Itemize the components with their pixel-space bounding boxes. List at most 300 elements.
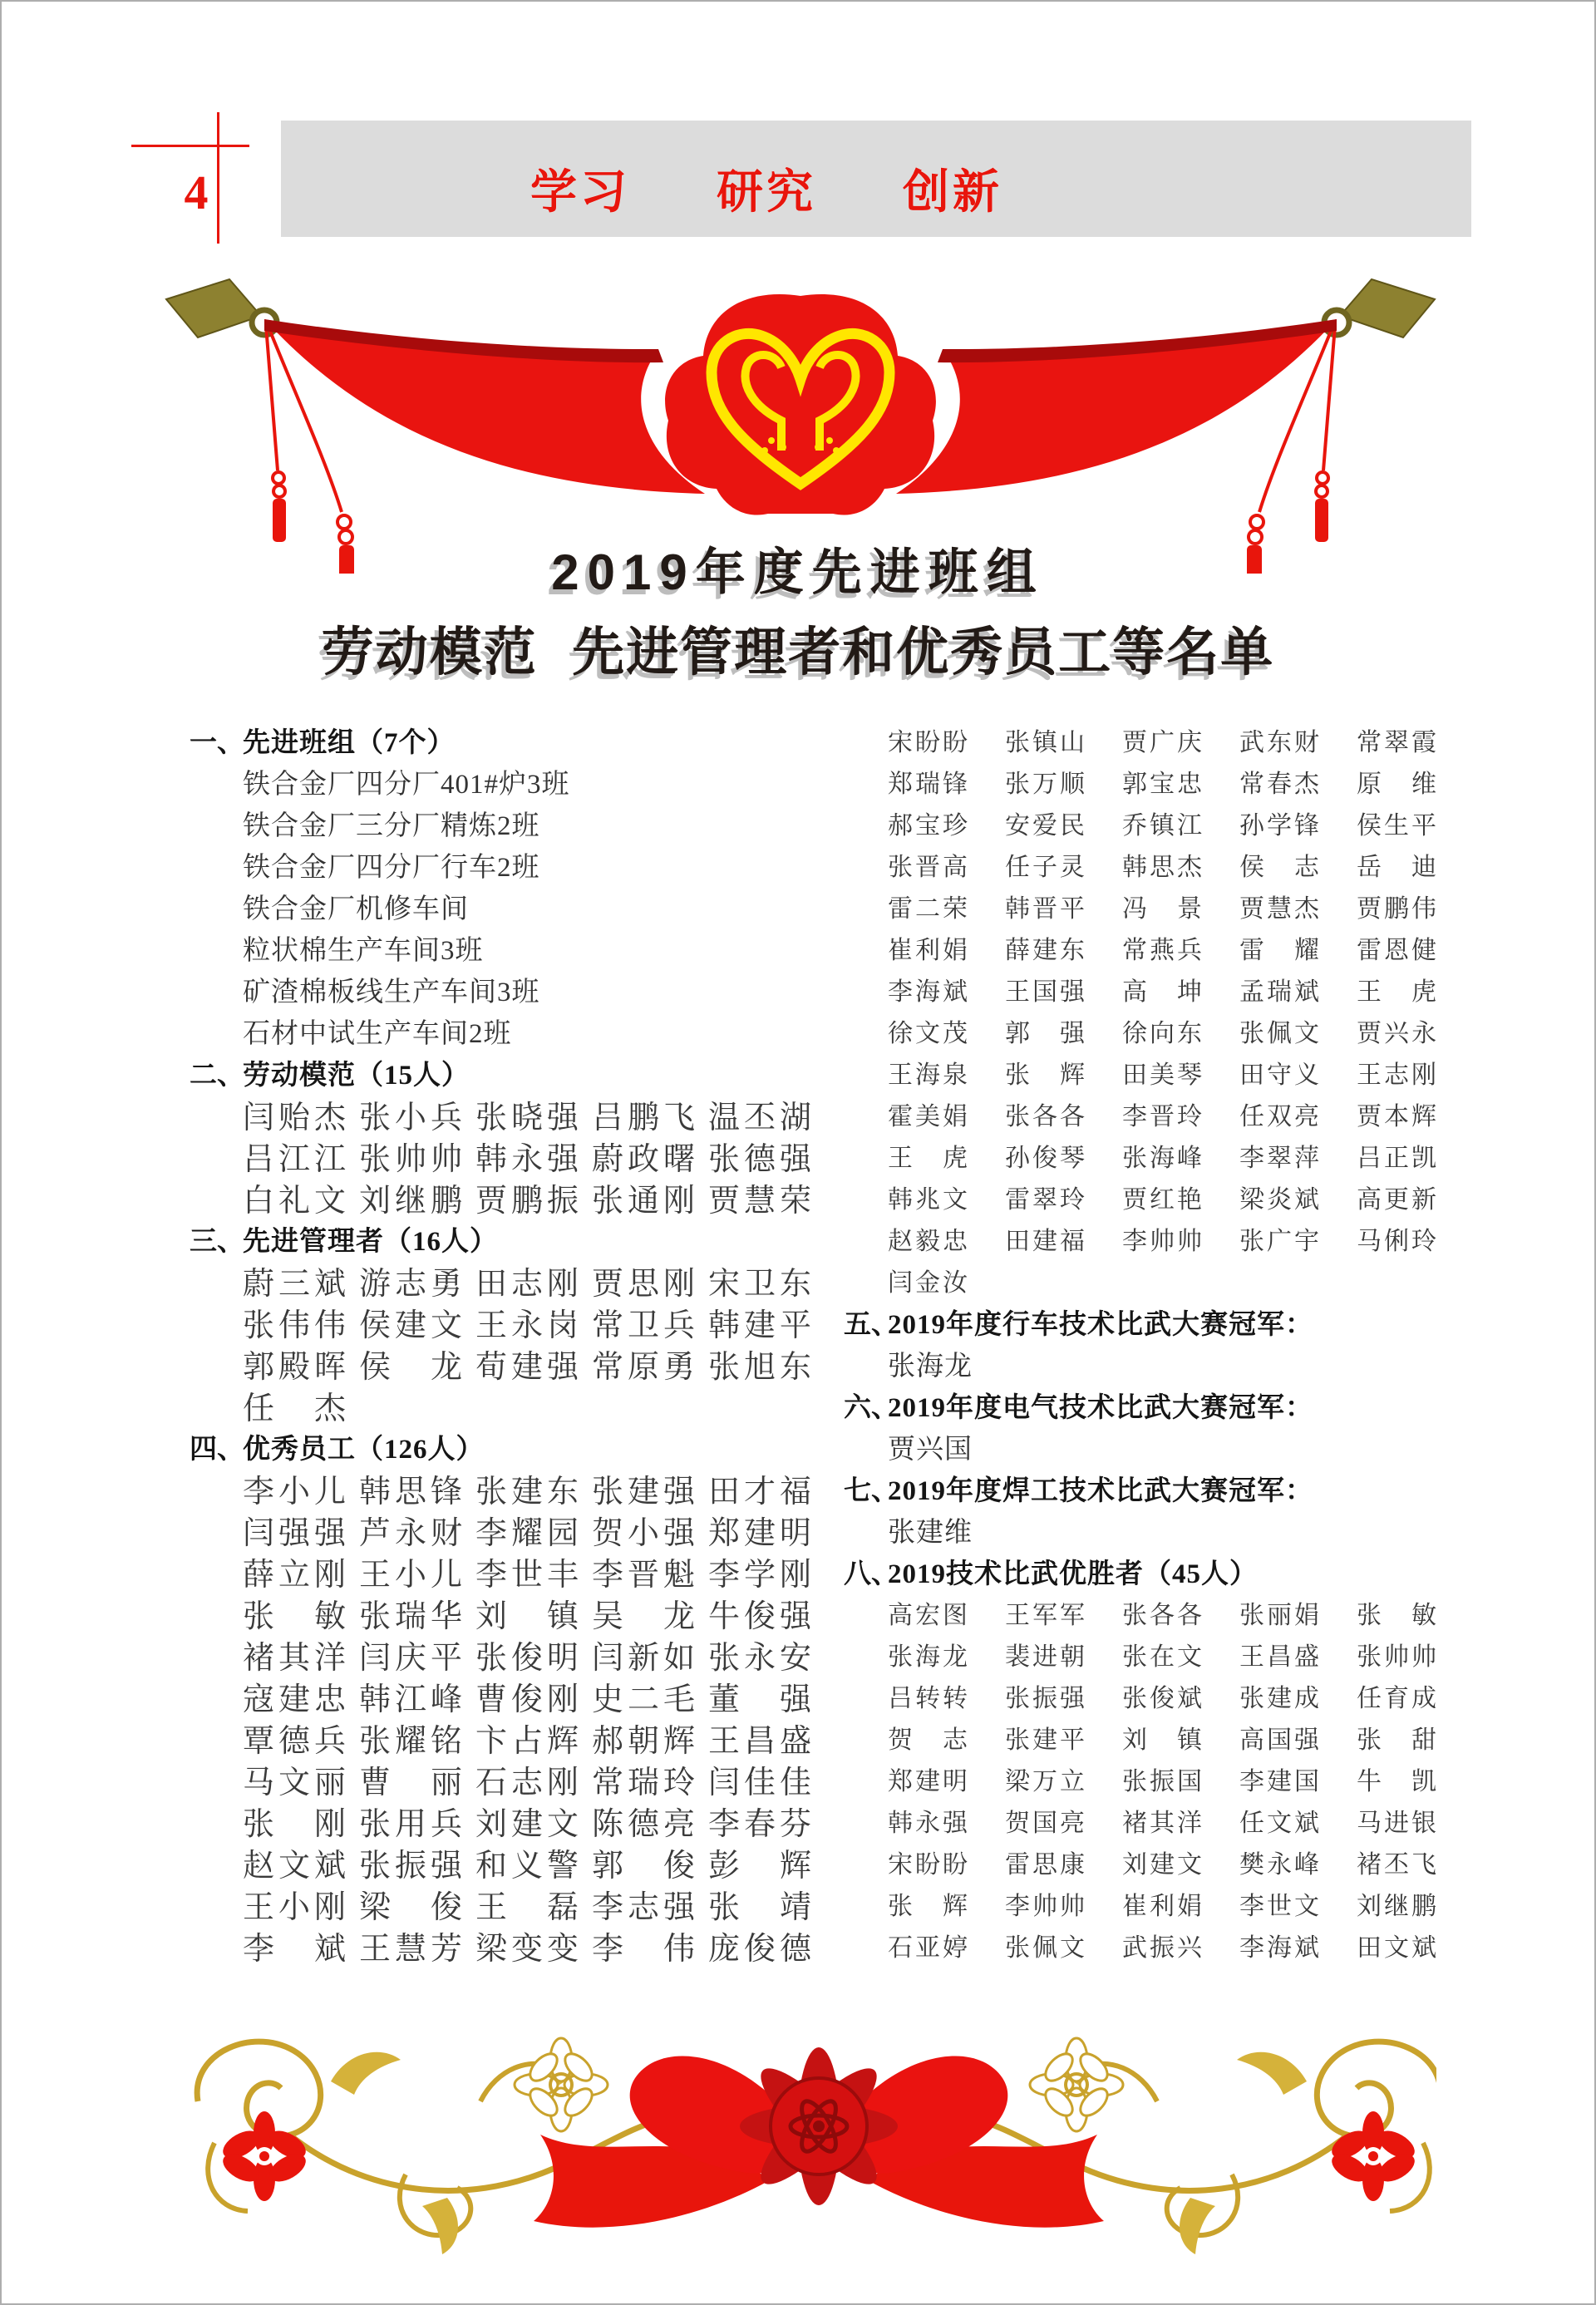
- employee-name: 李耀园: [475, 1515, 579, 1551]
- slogan-bar: [281, 121, 1471, 237]
- employee-name: 常春杰: [1239, 771, 1319, 798]
- name-row: [844, 1800, 1475, 1841]
- employee-name: 田志刚: [475, 1266, 579, 1302]
- employee-name: 贾鹏振: [475, 1183, 579, 1219]
- list-item: [190, 761, 846, 802]
- section-number: 七、: [844, 1475, 899, 1506]
- employee-name: 刘镇: [475, 1598, 579, 1634]
- employee-name: 贺小强: [592, 1515, 695, 1551]
- employee-name: 梁变变: [475, 1931, 579, 1967]
- section-header: [190, 1218, 846, 1259]
- employee-name: 刘继鹏: [1357, 1893, 1436, 1920]
- name-row: [190, 1467, 846, 1509]
- employee-name: 贾思刚: [592, 1266, 695, 1302]
- name-row: [190, 1675, 846, 1716]
- section-header: [190, 719, 846, 761]
- employee-name: 常翠霞: [1357, 729, 1436, 756]
- employee-name: 李世文: [1239, 1893, 1319, 1920]
- name-row: [190, 1301, 846, 1342]
- employee-name: 徐文茂: [888, 1020, 968, 1047]
- employee-name: 张佩文: [1005, 1934, 1085, 1962]
- employee-name: 任双亮: [1239, 1103, 1319, 1130]
- employee-name: 吴龙: [592, 1598, 695, 1634]
- employee-name: 王磊: [475, 1889, 579, 1925]
- employee-name: 张建成: [1239, 1685, 1319, 1712]
- employee-name: 张帅帅: [359, 1141, 462, 1177]
- employee-name: 张振强: [359, 1848, 462, 1884]
- name-row: [190, 1093, 846, 1135]
- list-item-text: 铁合金厂三分厂精炼2班: [243, 810, 540, 841]
- name-row: [190, 1592, 846, 1633]
- name-row: [844, 1135, 1475, 1176]
- employee-name: 吕正凯: [1357, 1145, 1436, 1172]
- employee-name: 刘继鹏: [359, 1183, 462, 1219]
- employee-name: 张帅帅: [1357, 1643, 1436, 1671]
- list-item-text: 贾兴国: [888, 1434, 973, 1465]
- white-flower-icon: [515, 2038, 608, 2131]
- name-row: [844, 761, 1475, 802]
- name-row: [190, 1883, 846, 1924]
- crop-mark-horizontal: [131, 145, 249, 147]
- employee-name: 薛立刚: [243, 1557, 346, 1593]
- employee-name: 梁俊: [359, 1889, 462, 1925]
- employee-name: 张海峰: [1122, 1145, 1202, 1172]
- section-title: 先进管理者（16人）: [243, 1226, 498, 1257]
- name-row: [844, 1218, 1475, 1259]
- employee-name: 寇建忠: [243, 1682, 346, 1717]
- employee-name: 王国强: [1005, 978, 1085, 1006]
- employee-name: 吕鹏飞: [592, 1100, 695, 1135]
- employee-name: 闫强强: [243, 1515, 346, 1551]
- employee-name: 冯景: [1122, 895, 1202, 923]
- employee-name: 王小儿: [359, 1557, 462, 1593]
- employee-name: 刘建文: [1122, 1851, 1202, 1879]
- employee-name: 张各各: [1122, 1602, 1202, 1629]
- list-item: [844, 1342, 1475, 1384]
- employee-name: 韩江峰: [359, 1682, 462, 1717]
- section-title: 2019年度电气技术比武大赛冠军：: [888, 1392, 1313, 1423]
- employee-name: 贾广庆: [1122, 729, 1202, 756]
- red-flower-icon: [219, 2111, 311, 2201]
- employee-name: 蔚三斌: [243, 1266, 346, 1302]
- page-subtitle: 劳动模范 先进管理者和优秀员工等名单: [321, 623, 1275, 682]
- employee-name: 宋卫东: [708, 1266, 811, 1302]
- employee-name: 王昌盛: [1239, 1643, 1319, 1671]
- name-row: [190, 1135, 846, 1176]
- employee-name: 张镇山: [1005, 729, 1085, 756]
- employee-name: 张耀铭: [359, 1723, 462, 1759]
- employee-name: 张永安: [708, 1640, 811, 1676]
- employee-name: 高宏图: [888, 1602, 968, 1629]
- employee-name: 宋盼盼: [888, 729, 968, 756]
- employee-name: 张德强: [708, 1141, 811, 1177]
- list-item-text: 张海龙: [888, 1351, 973, 1382]
- employee-name: 游志勇: [359, 1266, 462, 1302]
- section-header: [844, 1384, 1475, 1426]
- employee-name: 田建福: [1005, 1228, 1085, 1255]
- list-item-text: 铁合金厂四分厂行车2班: [243, 852, 540, 883]
- employee-name: 荀建强: [475, 1349, 579, 1385]
- list-item: [844, 1426, 1475, 1467]
- employee-name: 李晋魁: [592, 1557, 695, 1593]
- employee-name: 侯生平: [1357, 812, 1436, 840]
- employee-name: 王军军: [1005, 1602, 1085, 1629]
- name-row: [844, 844, 1475, 885]
- employee-name: 崔利娟: [1122, 1893, 1202, 1920]
- list-item-text: 张建维: [888, 1517, 973, 1548]
- employee-name: 郝朝辉: [592, 1723, 695, 1759]
- slogan-word: 创新: [903, 165, 1002, 218]
- list-item-text: 矿渣棉板线生产车间3班: [243, 977, 540, 1007]
- name-row: [844, 1675, 1475, 1716]
- employee-name: 陈德亮: [592, 1806, 695, 1842]
- employee-name: 张辉: [888, 1893, 968, 1920]
- employee-name: 王虎: [888, 1145, 968, 1172]
- employee-name: 任文斌: [1239, 1810, 1319, 1837]
- employee-name: 郭俊: [592, 1848, 695, 1884]
- name-row: [844, 927, 1475, 968]
- employee-name: 岳迪: [1357, 854, 1436, 881]
- employee-name: 宋盼盼: [888, 1851, 968, 1879]
- employee-name: 贾兴永: [1357, 1020, 1436, 1047]
- employee-name: 张晓强: [475, 1100, 579, 1135]
- employee-name: 李帅帅: [1122, 1228, 1202, 1255]
- employee-name: 张辉: [1005, 1061, 1085, 1089]
- name-row: [844, 1093, 1475, 1135]
- section-title: 先进班组（7个）: [243, 727, 456, 758]
- employee-name: 王虎: [1357, 978, 1436, 1006]
- list-item-text: 铁合金厂机修车间: [243, 894, 469, 924]
- employee-name: 李晋玲: [1122, 1103, 1202, 1130]
- list-item: [844, 1509, 1475, 1550]
- employee-name: 李春芬: [708, 1806, 811, 1842]
- employee-name: 曹俊刚: [475, 1682, 579, 1717]
- employee-name: 常卫兵: [592, 1308, 695, 1343]
- employee-name: 石志刚: [475, 1765, 579, 1800]
- section-title: 劳动模范（15人）: [243, 1060, 470, 1091]
- employee-name: 董强: [708, 1682, 811, 1717]
- name-row: [844, 1052, 1475, 1093]
- employee-name: 韩永强: [475, 1141, 579, 1177]
- slogan-word: 学习: [530, 165, 630, 218]
- employee-name: 蔚政曙: [592, 1141, 695, 1177]
- list-item-text: 铁合金厂四分厂401#炉3班: [243, 769, 570, 800]
- employee-name: 史二毛: [592, 1682, 695, 1717]
- employee-name: 马文丽: [243, 1765, 346, 1800]
- employee-name: 温丕湖: [708, 1100, 811, 1135]
- employee-name: 郑建明: [708, 1515, 811, 1551]
- employee-name: 张广宇: [1239, 1228, 1319, 1255]
- employee-name: 李翠萍: [1239, 1145, 1319, 1172]
- section-title: 2019技术比武优胜者（45人）: [888, 1559, 1258, 1589]
- employee-name: 李小儿: [243, 1474, 346, 1510]
- employee-name: 郑建明: [888, 1768, 968, 1795]
- employee-name: 张海龙: [888, 1643, 968, 1671]
- employee-name: 贺国亮: [1005, 1810, 1085, 1837]
- section-title: 2019年度焊工技术比武大赛冠军：: [888, 1475, 1313, 1506]
- list-item-text: 粒状棉生产车间3班: [243, 935, 484, 966]
- employee-name: 李建国: [1239, 1768, 1319, 1795]
- employee-name: 李学刚: [708, 1557, 811, 1593]
- name-row: [190, 1633, 846, 1675]
- list-item: [190, 927, 846, 968]
- list-item: [190, 802, 846, 844]
- employee-name: 武振兴: [1122, 1934, 1202, 1962]
- employee-name: 闫金汝: [888, 1269, 968, 1297]
- employee-name: 张俊明: [475, 1640, 579, 1676]
- list-item: [190, 968, 846, 1010]
- employee-name: 王小刚: [243, 1889, 346, 1925]
- employee-name: 李斌: [243, 1931, 346, 1967]
- employee-name: 贾慧杰: [1239, 895, 1319, 923]
- employee-name: 张敏: [243, 1598, 346, 1634]
- employee-name: 张建东: [475, 1474, 579, 1510]
- employee-name: 任子灵: [1005, 854, 1085, 881]
- name-row: [190, 1550, 846, 1592]
- employee-name: 常瑞玲: [592, 1765, 695, 1800]
- section-title: 2019年度行车技术比武大赛冠军：: [888, 1309, 1313, 1340]
- section-number: 四、: [190, 1434, 244, 1465]
- employee-name: 吕江江: [243, 1141, 346, 1177]
- employee-name: 和义警: [475, 1848, 579, 1884]
- employee-name: 曹丽: [359, 1765, 462, 1800]
- employee-name: 郭强: [1005, 1020, 1085, 1047]
- employee-name: 马进银: [1357, 1810, 1436, 1837]
- employee-name: 韩思杰: [1122, 854, 1202, 881]
- employee-name: 白礼文: [243, 1183, 346, 1219]
- employee-name: 闫庆平: [359, 1640, 462, 1676]
- employee-name: 李帅帅: [1005, 1893, 1085, 1920]
- name-row: [190, 1924, 846, 1966]
- employee-name: 张通刚: [592, 1183, 695, 1219]
- employee-name: 雷耀: [1239, 937, 1319, 964]
- name-row: [844, 1259, 1475, 1301]
- name-row: [844, 1883, 1475, 1924]
- employee-name: 张各各: [1005, 1103, 1085, 1130]
- employee-name: 覃德兵: [243, 1723, 346, 1759]
- employee-name: 牛凯: [1357, 1768, 1436, 1795]
- employee-name: 张丽娟: [1239, 1602, 1319, 1629]
- employee-name: 王昌盛: [708, 1723, 811, 1759]
- name-row: [190, 1509, 846, 1550]
- employee-name: 田守义: [1239, 1061, 1319, 1089]
- name-row: [844, 1758, 1475, 1800]
- employee-name: 雷翠玲: [1005, 1186, 1085, 1214]
- employee-name: 褚丕飞: [1357, 1851, 1436, 1879]
- name-row: [190, 1758, 846, 1800]
- employee-name: 韩晋平: [1005, 895, 1085, 923]
- employee-name: 乔镇江: [1122, 812, 1202, 840]
- section-number: 六、: [844, 1392, 899, 1423]
- employee-name: 武东财: [1239, 729, 1319, 756]
- employee-name: 张旭东: [708, 1349, 811, 1385]
- employee-name: 雷恩健: [1357, 937, 1436, 964]
- name-row: [190, 1716, 846, 1758]
- employee-name: 任杰: [243, 1391, 346, 1426]
- banner-half-right: [896, 279, 1435, 574]
- slogan-text: [281, 135, 1002, 222]
- name-row: [844, 1176, 1475, 1218]
- employee-name: 李伟: [592, 1931, 695, 1967]
- employee-name: 田文斌: [1357, 1934, 1436, 1962]
- employee-name: 张用兵: [359, 1806, 462, 1842]
- employee-name: 彭辉: [708, 1848, 811, 1884]
- employee-name: 张甜: [1357, 1726, 1436, 1754]
- employee-name: 霍美娟: [888, 1103, 968, 1130]
- employee-name: 田美琴: [1122, 1061, 1202, 1089]
- employee-name: 庞俊德: [708, 1931, 811, 1967]
- section-number: 二、: [190, 1060, 244, 1091]
- employee-name: 梁炎斌: [1239, 1186, 1319, 1214]
- employee-name: 石亚婷: [888, 1934, 968, 1962]
- employee-name: 任育成: [1357, 1685, 1436, 1712]
- employee-name: 褚其洋: [1122, 1810, 1202, 1837]
- section-header: [844, 1467, 1475, 1509]
- employee-name: 闫新如: [592, 1640, 695, 1676]
- list-item-text: 石材中试生产车间2班: [243, 1018, 512, 1049]
- employee-name: 赵毅忠: [888, 1228, 968, 1255]
- employee-name: 刘镇: [1122, 1726, 1202, 1754]
- section-title: 优秀员工（126人）: [243, 1434, 485, 1465]
- page-number: 4: [184, 165, 209, 219]
- employee-name: 马俐玲: [1357, 1228, 1436, 1255]
- section-header: [844, 1301, 1475, 1342]
- employee-name: 贾本辉: [1357, 1103, 1436, 1130]
- employee-name: 高更新: [1357, 1186, 1436, 1214]
- right-column: [844, 719, 1475, 1966]
- footer-ornament-illustration: [165, 2002, 1436, 2284]
- section-number: 八、: [844, 1559, 899, 1589]
- name-row: [844, 968, 1475, 1010]
- name-row: [190, 1384, 846, 1426]
- employee-name: 孙俊琴: [1005, 1145, 1085, 1172]
- employee-name: 闫佳佳: [708, 1765, 811, 1800]
- employee-name: 吕转转: [888, 1685, 968, 1712]
- name-row: [844, 1010, 1475, 1052]
- employee-name: 郭殿晖: [243, 1349, 346, 1385]
- section-header: [190, 1052, 846, 1093]
- employee-name: 张敏: [1357, 1602, 1436, 1629]
- employee-name: 李志强: [592, 1889, 695, 1925]
- section-number: 五、: [844, 1309, 899, 1340]
- employee-name: 高国强: [1239, 1726, 1319, 1754]
- employee-name: 张佩文: [1239, 1020, 1319, 1047]
- employee-name: 卞占辉: [475, 1723, 579, 1759]
- employee-name: 孟瑞斌: [1239, 978, 1319, 1006]
- employee-name: 褚其洋: [243, 1640, 346, 1676]
- employee-name: 王海泉: [888, 1061, 968, 1089]
- name-row: [844, 1633, 1475, 1675]
- name-row: [844, 885, 1475, 927]
- section-number: 一、: [190, 727, 244, 758]
- employee-name: 张建平: [1005, 1726, 1085, 1754]
- employee-name: 常原勇: [592, 1349, 695, 1385]
- spear-finial-icon: [166, 279, 277, 337]
- employee-name: 薛建东: [1005, 937, 1085, 964]
- employee-name: 侯龙: [359, 1349, 462, 1385]
- employee-name: 张俊斌: [1122, 1685, 1202, 1712]
- name-row: [844, 802, 1475, 844]
- employee-name: 侯建文: [359, 1308, 462, 1343]
- name-row: [844, 1924, 1475, 1966]
- employee-name: 张万顺: [1005, 771, 1085, 798]
- employee-name: 雷思康: [1005, 1851, 1085, 1879]
- employee-name: 张小兵: [359, 1100, 462, 1135]
- section-header: [844, 1550, 1475, 1592]
- employee-name: 韩思锋: [359, 1474, 462, 1510]
- employee-name: 梁万立: [1005, 1768, 1085, 1795]
- slogan-word: 研究: [717, 165, 816, 218]
- employee-name: 郑瑞锋: [888, 771, 968, 798]
- name-row: [190, 1841, 846, 1883]
- employee-name: 郝宝珍: [888, 812, 968, 840]
- employee-name: 贾慧荣: [708, 1183, 811, 1219]
- name-row: [190, 1342, 846, 1384]
- name-row: [190, 1800, 846, 1841]
- name-row: [844, 1716, 1475, 1758]
- employee-name: 徐向东: [1122, 1020, 1202, 1047]
- list-item: [190, 844, 846, 885]
- employee-name: 樊永峰: [1239, 1851, 1319, 1879]
- name-row: [844, 719, 1475, 761]
- name-row: [190, 1176, 846, 1218]
- banner-half-left: [166, 279, 705, 574]
- employee-name: 郭宝忠: [1122, 771, 1202, 798]
- employee-name: 芦永财: [359, 1515, 462, 1551]
- employee-name: 张晋高: [888, 854, 968, 881]
- list-item: [190, 1010, 846, 1052]
- employee-name: 贺志: [888, 1726, 968, 1754]
- employee-name: 张建强: [592, 1474, 695, 1510]
- name-row: [844, 1592, 1475, 1633]
- employee-name: 裴进朝: [1005, 1643, 1085, 1671]
- employee-name: 闫贻杰: [243, 1100, 346, 1135]
- center-rosette-icon: [740, 2047, 898, 2205]
- employee-name: 田才福: [708, 1474, 811, 1510]
- employee-name: 贾鹏伟: [1357, 895, 1436, 923]
- left-column: [190, 719, 846, 1966]
- page-title: 2019年度先进班组: [551, 544, 1045, 600]
- employee-name: 刘建文: [475, 1806, 579, 1842]
- employee-name: 牛俊强: [708, 1598, 811, 1634]
- employee-name: 张刚: [243, 1806, 346, 1842]
- employee-name: 韩永强: [888, 1810, 968, 1837]
- employee-name: 常燕兵: [1122, 937, 1202, 964]
- festoon-banner-illustration: [165, 274, 1436, 574]
- employee-name: 王永岗: [475, 1308, 579, 1343]
- employee-name: 侯志: [1239, 854, 1319, 881]
- employee-name: 崔利娟: [888, 937, 968, 964]
- employee-name: 张瑞华: [359, 1598, 462, 1634]
- employee-name: 李海斌: [1239, 1934, 1319, 1962]
- employee-name: 孙学锋: [1239, 812, 1319, 840]
- employee-name: 韩建平: [708, 1308, 811, 1343]
- employee-name: 赵文斌: [243, 1848, 346, 1884]
- employee-name: 原维: [1357, 771, 1436, 798]
- employee-name: 王慧芳: [359, 1931, 462, 1967]
- name-row: [844, 1841, 1475, 1883]
- employee-name: 王志刚: [1357, 1061, 1436, 1089]
- employee-name: 张在文: [1122, 1643, 1202, 1671]
- employee-name: 张伟伟: [243, 1308, 346, 1343]
- employee-name: 高坤: [1122, 978, 1202, 1006]
- employee-name: 安爱民: [1005, 812, 1085, 840]
- employee-name: 李世丰: [475, 1557, 579, 1593]
- name-row: [190, 1259, 846, 1301]
- employee-name: 贾红艳: [1122, 1186, 1202, 1214]
- section-number: 三、: [190, 1226, 244, 1257]
- employee-name: 张靖: [708, 1889, 811, 1925]
